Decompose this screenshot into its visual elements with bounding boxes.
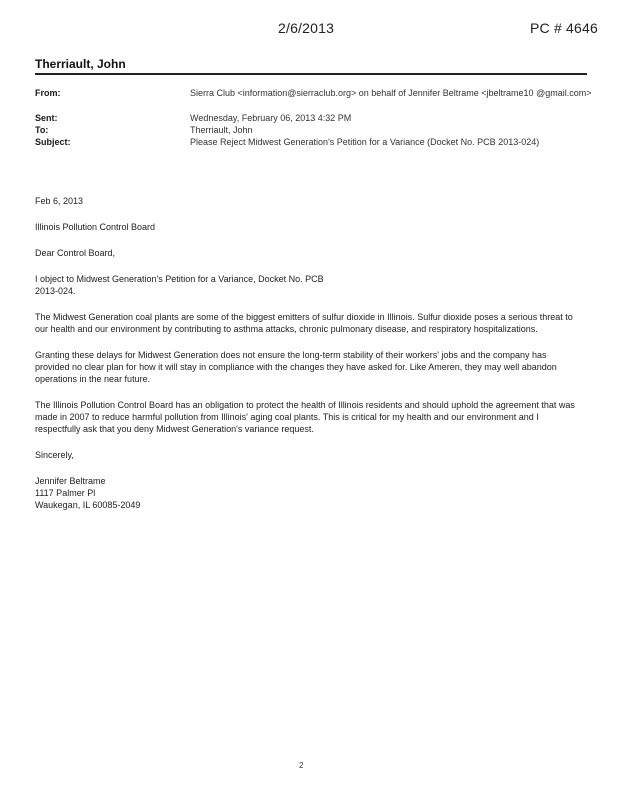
stamp-date: 2/6/2013	[278, 20, 335, 36]
letter-closing: Sincerely,	[35, 450, 74, 460]
letter-date: Feb 6, 2013	[35, 196, 84, 206]
letter-salutation: Dear Control Board,	[35, 248, 116, 258]
to-value: Therriault, John	[190, 125, 253, 135]
header-rule	[35, 73, 587, 75]
page-number: 2	[299, 761, 304, 770]
sent-label: Sent:	[35, 113, 58, 123]
paragraph-delays: Granting these delays for Midwest Generation does not ensure the long-term stability of their workers' jobs and the company has provided no clear plan for how it will stay in compliance with the changes they have asked for. Like Ameren, they may well abandon operations in the near future.	[35, 350, 557, 384]
subject-value: Please Reject Midwest Generation's Petition for a Variance (Docket No. PCB 2013-024)	[190, 137, 540, 147]
email-owner-name: Therriault, John	[35, 57, 126, 71]
public-comment-number: PC # 4646	[530, 20, 598, 36]
to-label: To:	[35, 125, 49, 135]
signature-name: Jennifer Beltrame	[35, 476, 106, 486]
letter-body	[35, 195, 575, 525]
from-label: From:	[35, 88, 61, 98]
sent-value: Wednesday, February 06, 2013 4:32 PM	[190, 113, 352, 123]
from-value: Sierra Club <information@sierraclub.org> on behalf of Jennifer Beltrame <jbeltrame10 @gmail.com>	[190, 88, 592, 98]
paragraph-obligation: The Illinois Pollution Control Board has an obligation to protect the health of Illinois residents and should uphold the agreement that was made in 2007 to reduce harmful pollution from Illinois' aging coal plants. This is critical for my health and our environment and I respectfully ask that you deny Midwest Generation's variance request.	[35, 400, 575, 434]
letter-recipient: Illinois Pollution Control Board	[35, 222, 156, 232]
signature-street: 1117 Palmer Pl	[35, 488, 96, 498]
subject-label: Subject:	[35, 137, 71, 147]
signature-block	[35, 475, 575, 511]
paragraph-health: The Midwest Generation coal plants are some of the biggest emitters of sulfur dioxide in Illinois. Sulfur dioxide poses a serious threat to our health and our environment by contributing to asthma attacks, chronic pulmonary disease, and respiratory hospitalizations.	[35, 312, 573, 334]
signature-city: Waukegan, IL 60085-2049	[35, 500, 141, 510]
paragraph-objection: I object to Midwest Generation's Petition for a Variance, Docket No. PCB 2013-024.	[35, 274, 324, 296]
